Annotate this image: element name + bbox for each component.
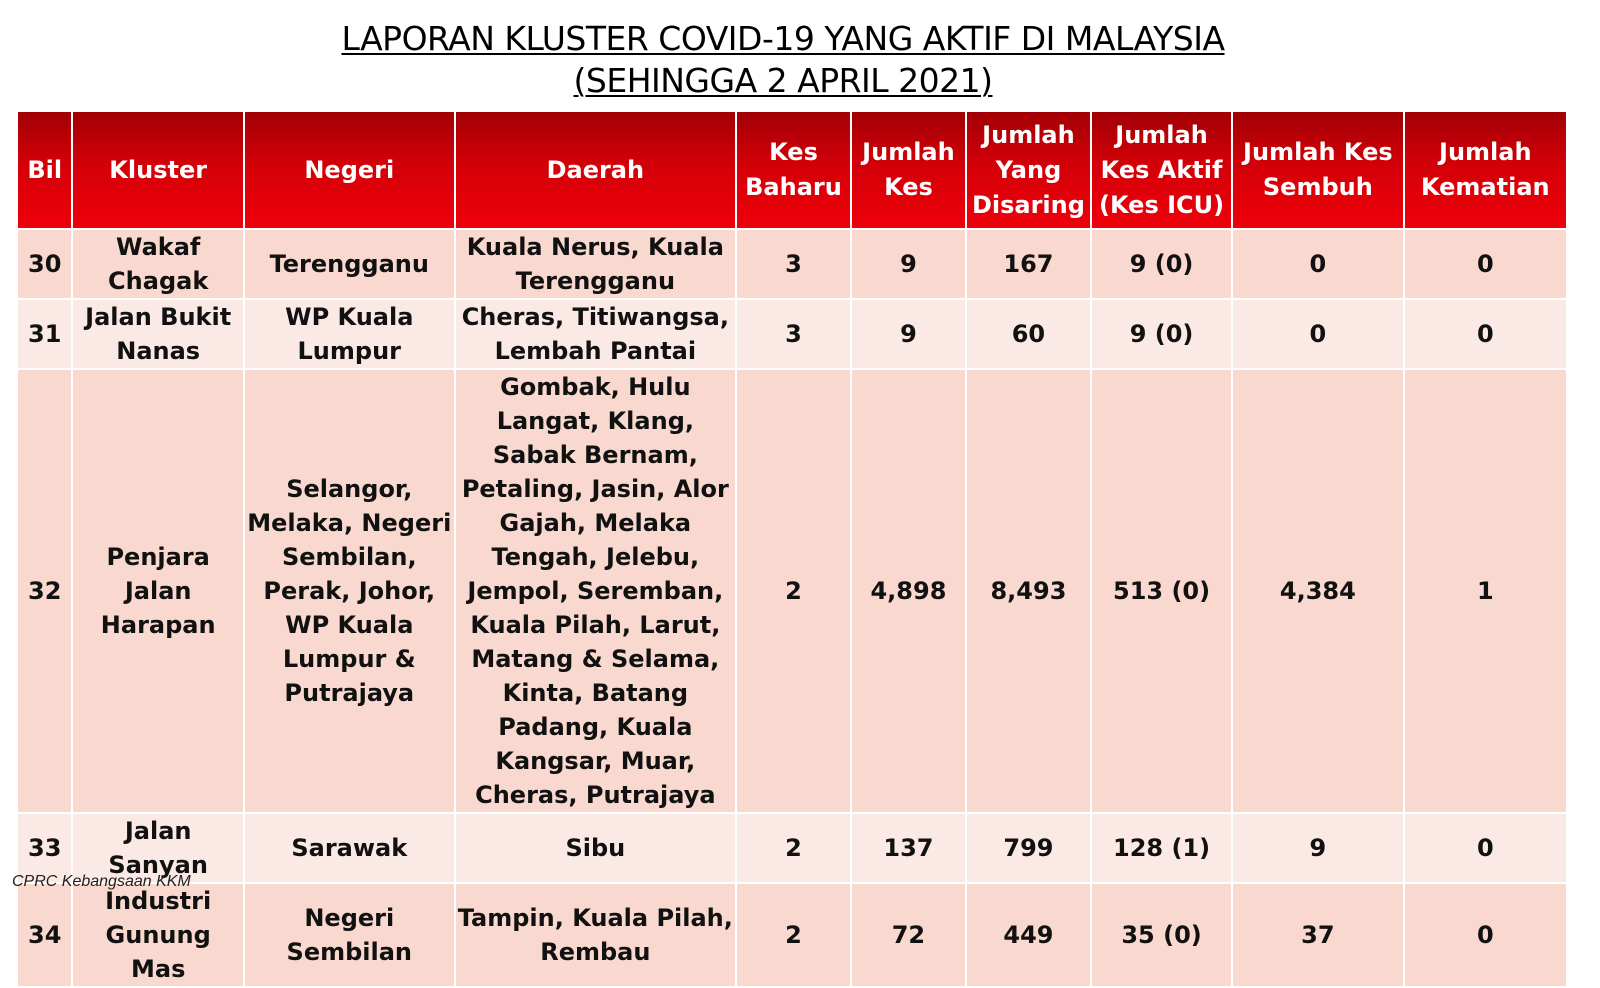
title-line-2: (SEHINGGA 2 APRIL 2021) (573, 61, 993, 100)
cell-jumlah-aktif: 35 (0) (1091, 883, 1232, 987)
header-jumlah-kematian: Jumlah Kematian (1404, 111, 1567, 229)
header-daerah: Daerah (455, 111, 736, 229)
cell-jumlah-kes: 72 (851, 883, 966, 987)
table-row (17, 229, 1567, 299)
table-row (17, 299, 1567, 369)
header-row (17, 111, 1567, 229)
cell-jumlah-sembuh: 9 (1232, 813, 1403, 883)
cell-jumlah-aktif: 513 (0) (1091, 369, 1232, 813)
cluster-table (16, 110, 1568, 988)
header-bil: Bil (17, 111, 72, 229)
cell-bil: 34 (17, 883, 72, 987)
cell-bil: 33 (17, 813, 72, 883)
table-row (17, 369, 1567, 813)
header-jumlah-kes: Jumlah Kes (851, 111, 966, 229)
cell-jumlah-sembuh: 37 (1232, 883, 1403, 987)
cell-bil: 32 (17, 369, 72, 813)
cell-daerah: Cheras, Titiwangsa, Lembah Pantai (455, 299, 736, 369)
cell-kes-baharu: 3 (736, 299, 851, 369)
cell-negeri: Selangor, Melaka, Negeri Sembilan, Perak, Johor, WP Kuala Lumpur & Putrajaya (244, 369, 455, 813)
cell-jumlah-disaring: 60 (966, 299, 1091, 369)
cell-jumlah-kematian: 0 (1404, 299, 1567, 369)
cell-jumlah-kes: 9 (851, 299, 966, 369)
title-line-1: LAPORAN KLUSTER COVID-19 YANG AKTIF DI MALAYSIA (341, 19, 1225, 58)
cell-jumlah-aktif: 128 (1) (1091, 813, 1232, 883)
report-title (0, 18, 1566, 102)
cell-jumlah-kes: 4,898 (851, 369, 966, 813)
header-jumlah-aktif: Jumlah Kes Aktif (Kes ICU) (1091, 111, 1232, 229)
cell-negeri: WP Kuala Lumpur (244, 299, 455, 369)
cell-jumlah-kematian: 0 (1404, 883, 1567, 987)
cell-jumlah-kematian: 0 (1404, 229, 1567, 299)
cell-kes-baharu: 2 (736, 369, 851, 813)
cell-bil: 30 (17, 229, 72, 299)
cell-negeri: Terengganu (244, 229, 455, 299)
header-jumlah-sembuh: Jumlah Kes Sembuh (1232, 111, 1403, 229)
cell-bil: 31 (17, 299, 72, 369)
cell-jumlah-kes: 137 (851, 813, 966, 883)
cell-daerah: Tampin, Kuala Pilah, Rembau (455, 883, 736, 987)
cell-jumlah-disaring: 799 (966, 813, 1091, 883)
cell-jumlah-kematian: 0 (1404, 813, 1567, 883)
cell-daerah: Kuala Nerus, Kuala Terengganu (455, 229, 736, 299)
source-footer: CPRC Kebangsaan KKM (12, 873, 191, 890)
cell-kluster: Wakaf Chagak (72, 229, 243, 299)
header-kes-baharu: Kes Baharu (736, 111, 851, 229)
cell-jumlah-aktif: 9 (0) (1091, 229, 1232, 299)
cell-kluster: Penjara Jalan Harapan (72, 369, 243, 813)
cell-jumlah-disaring: 449 (966, 883, 1091, 987)
cell-kluster: Industri Gunung Mas (72, 883, 243, 987)
cell-kes-baharu: 3 (736, 229, 851, 299)
cell-kluster: Jalan Bukit Nanas (72, 299, 243, 369)
cell-jumlah-sembuh: 0 (1232, 229, 1403, 299)
cell-jumlah-kes: 9 (851, 229, 966, 299)
header-jumlah-disaring: Jumlah Yang Disaring (966, 111, 1091, 229)
cell-kes-baharu: 2 (736, 813, 851, 883)
cell-jumlah-disaring: 167 (966, 229, 1091, 299)
header-negeri: Negeri (244, 111, 455, 229)
cell-kluster: Jalan Sanyan (72, 813, 243, 883)
cell-negeri: Negeri Sembilan (244, 883, 455, 987)
cell-jumlah-sembuh: 0 (1232, 299, 1403, 369)
cell-daerah: Sibu (455, 813, 736, 883)
cell-negeri: Sarawak (244, 813, 455, 883)
cell-jumlah-kematian: 1 (1404, 369, 1567, 813)
cell-kes-baharu: 2 (736, 883, 851, 987)
cell-jumlah-sembuh: 4,384 (1232, 369, 1403, 813)
table-row (17, 883, 1567, 987)
header-kluster: Kluster (72, 111, 243, 229)
cell-daerah: Gombak, Hulu Langat, Klang, Sabak Bernam, Petaling, Jasin, Alor Gajah, Melaka Tengah, Jelebu, Jempol, Seremban, Kuala Pilah, Larut, Matang & Selama, Kinta, Batang Padang, Kuala Kangsar, Muar, Cheras, Putrajaya (455, 369, 736, 813)
cell-jumlah-aktif: 9 (0) (1091, 299, 1232, 369)
cell-jumlah-disaring: 8,493 (966, 369, 1091, 813)
table-row (17, 813, 1567, 883)
